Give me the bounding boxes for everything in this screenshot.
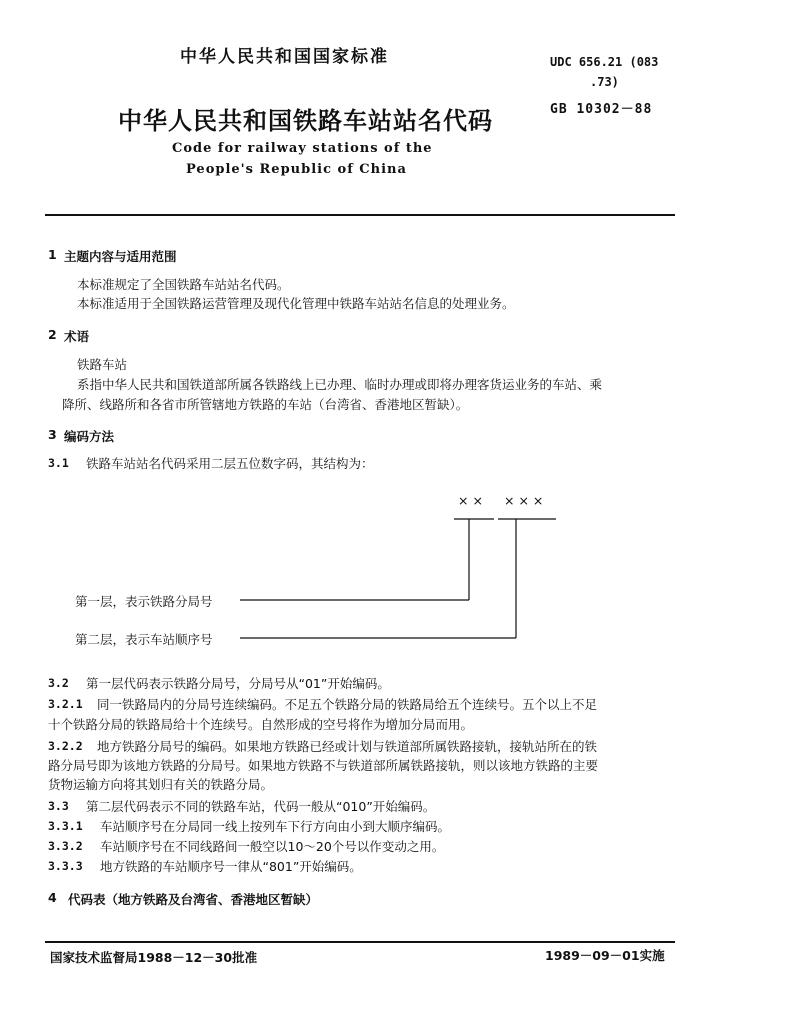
approval-date: 国家技术监督局1988－12－30批准 — [50, 950, 258, 965]
section-4-title: 代码表（地方铁路及台湾省、香港地区暂缺） — [68, 892, 319, 907]
clause-3-3-3-text: 地方铁路的车站顺序号一律从“801”开始编码。 — [100, 859, 362, 874]
udc-code-line2: .73) — [590, 75, 619, 89]
document-title-en-line1: Code for railway stations of the — [172, 141, 433, 156]
clause-3-3-3-number: 3.3.3 — [48, 859, 83, 873]
term-definition-line1: 系指中华人民共和国铁道部所属各铁路线上已办理、临时办理或即将办理客货运业务的车站、乘 — [77, 377, 603, 392]
section-1-title: 主题内容与适用范围 — [64, 249, 177, 264]
document-title-cn: 中华人民共和国铁路车站站名代码 — [118, 107, 493, 135]
clause-3-2-2-text-line1: 地方铁路分局号的编码。如果地方铁路已经或计划与铁道部所属铁路接轨，接轨站所在的铁 — [97, 739, 598, 754]
clause-3-2-2-text-line2: 路分局号即为该地方铁路的分局号。如果地方铁路不与铁道部所属铁路接轨，则以该地方铁路的主要 — [48, 758, 599, 773]
clause-3-2-2-number: 3.2.2 — [48, 739, 83, 753]
layer1-code-placeholder: × × — [458, 493, 483, 508]
section-4-number: 4 — [48, 890, 57, 905]
section-3-number: 3 — [48, 427, 57, 442]
term-definition-line2: 降所、线路所和各省市所管辖地方铁路的车站（台湾省、香港地区暂缺）。 — [62, 397, 469, 412]
clause-3-1-number: 3.1 — [48, 456, 69, 470]
clause-3-3-number: 3.3 — [48, 799, 69, 813]
document-title-en-line2: People's Republic of China — [186, 162, 407, 177]
layer2-code-placeholder: × × × — [504, 493, 544, 508]
clause-3-1-text: 铁路车站站名代码采用二层五位数字码，其结构为： — [86, 456, 374, 471]
clause-3-2-1-text-line1: 同一铁路局内的分局号连续编码。不足五个铁路分局的铁路局给五个连续号。五个以上不足 — [97, 697, 598, 712]
clause-3-3-1-text: 车站顺序号在分局同一线上按列车下行方向由小到大顺序编码。 — [100, 819, 451, 834]
gb-number: GB 10302－88 — [550, 102, 653, 117]
clause-3-3-1-number: 3.3.1 — [48, 819, 83, 833]
udc-code-line1: UDC 656.21 (083 — [550, 55, 659, 69]
section-1-paragraph-2: 本标准适用于全国铁路运营管理及现代化管理中铁路车站站名信息的处理业务。 — [77, 296, 515, 311]
clause-3-3-2-number: 3.3.2 — [48, 839, 83, 853]
clause-3-2-2-text-line3: 货物运输方向将其划归有关的铁路分局。 — [48, 777, 274, 792]
effective-date: 1989－09－01实施 — [545, 948, 665, 963]
section-1-number: 1 — [48, 247, 57, 262]
layer2-label: 第二层，表示车站顺序号 — [75, 632, 213, 647]
footer-divider — [45, 941, 675, 943]
layer1-label: 第一层，表示铁路分局号 — [75, 594, 213, 609]
clause-3-2-1-number: 3.2.1 — [48, 697, 83, 711]
section-2-title: 术语 — [64, 329, 90, 344]
clause-3-2-number: 3.2 — [48, 676, 69, 690]
term-railway-station: 铁路车站 — [77, 357, 128, 372]
clause-3-3-text: 第二层代码表示不同的铁路车站，代码一般从“010”开始编码。 — [86, 799, 436, 814]
section-1-paragraph-1: 本标准规定了全国铁路车站站名代码。 — [77, 277, 290, 292]
clause-3-2-text: 第一层代码表示铁路分局号，分局号从“01”开始编码。 — [86, 676, 390, 691]
standard-org-title: 中华人民共和国国家标准 — [180, 47, 389, 67]
clause-3-3-2-text: 车站顺序号在不同线路间一般空以10～20个号以作变动之用。 — [100, 839, 445, 854]
section-3-title: 编码方法 — [64, 429, 115, 444]
clause-3-2-1-text-line2: 十个铁路分局的铁路局给十个连续号。自然形成的空号将作为增加分局而用。 — [48, 717, 474, 732]
section-2-number: 2 — [48, 327, 57, 342]
